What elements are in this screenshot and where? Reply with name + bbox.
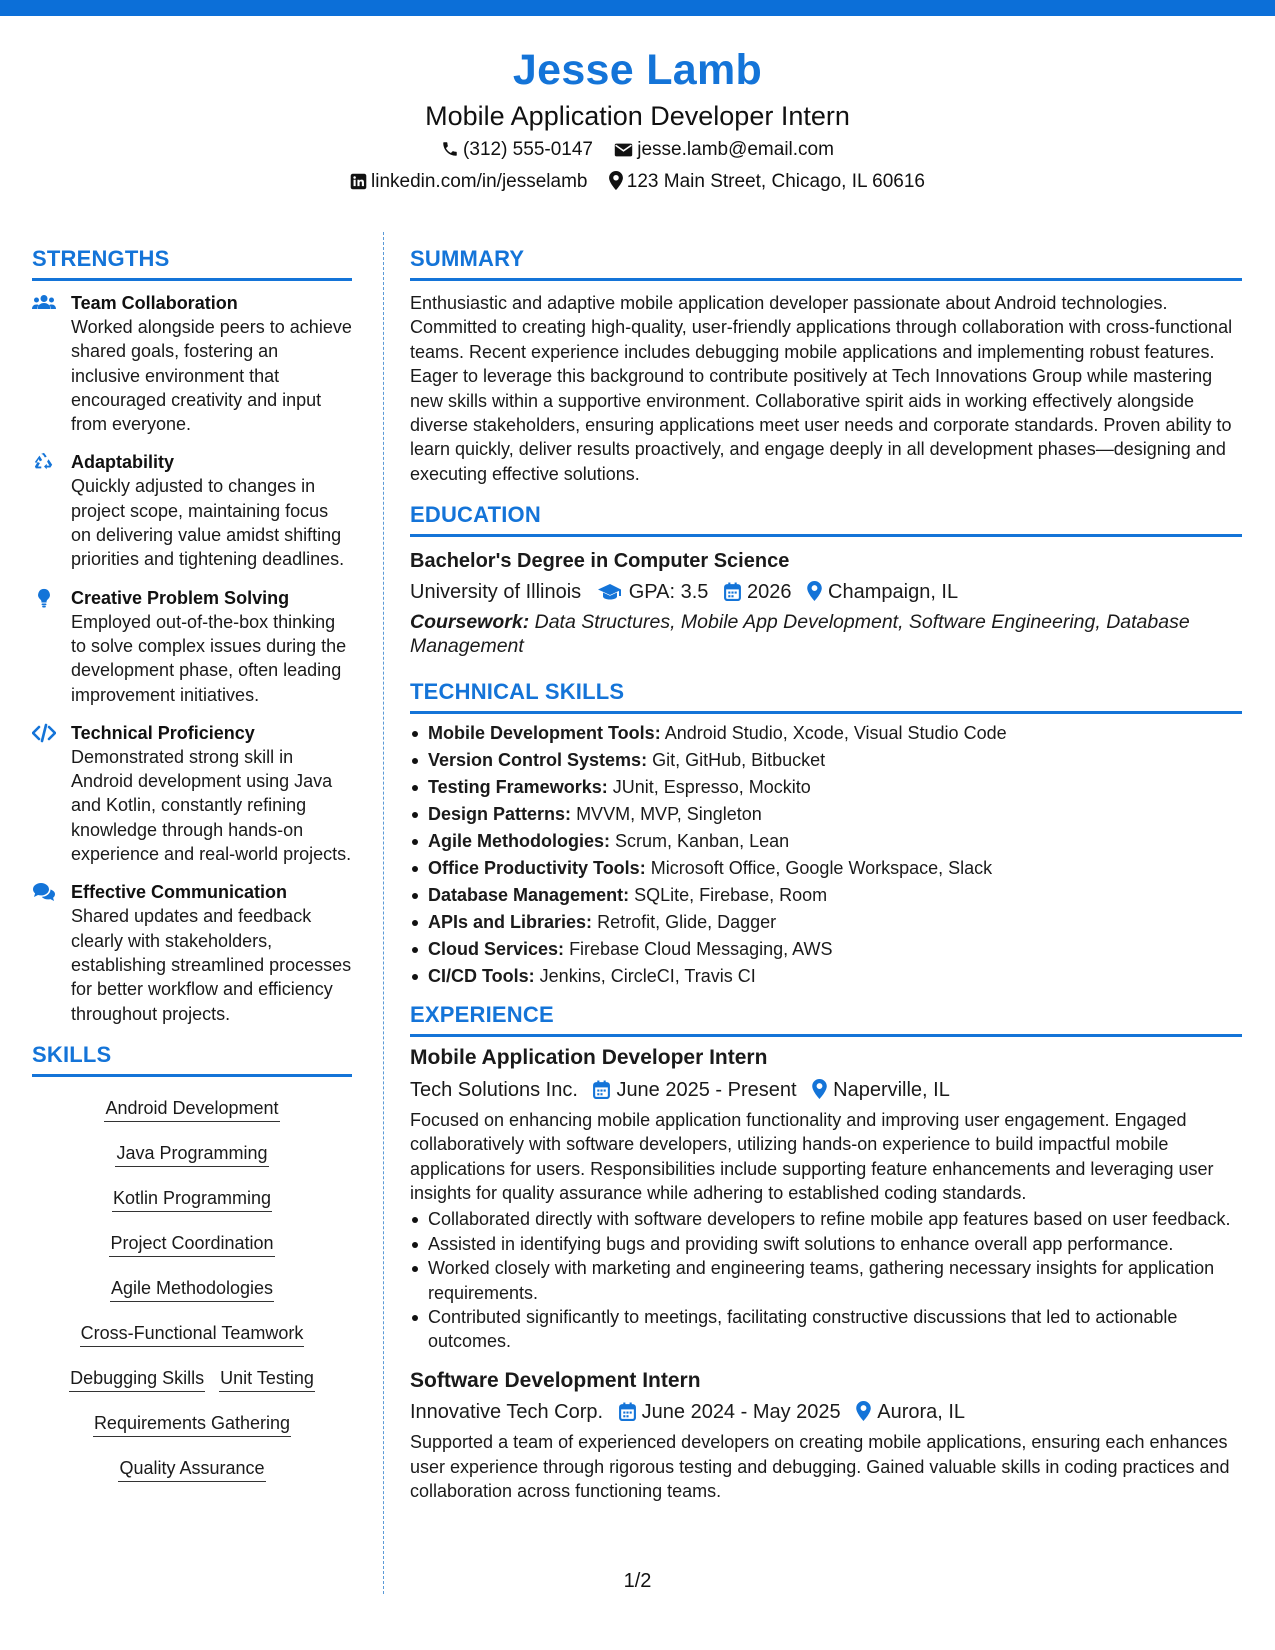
job-location: Naperville, IL xyxy=(833,1078,950,1101)
address-text: 123 Main Street, Chicago, IL 60616 xyxy=(626,171,925,193)
list-item: Collaborated directly with software developers to refine mobile app features based on user feedback. xyxy=(410,1207,1242,1231)
skill-tag: Kotlin Programming xyxy=(112,1185,272,1212)
skills-list xyxy=(32,1087,352,1492)
summary-heading: SUMMARY xyxy=(410,246,525,271)
address-contact xyxy=(609,166,925,198)
job-location: Aurora, IL xyxy=(877,1401,966,1424)
strength-title: Team Collaboration xyxy=(71,293,238,313)
job-dates: June 2024 - May 2025 xyxy=(641,1401,841,1424)
list-item: Contributed significantly to meetings, facilitating constructive discussions that led to actionable outcomes. xyxy=(410,1305,1242,1354)
phone-icon xyxy=(441,140,459,158)
job-dates: June 2025 - Present xyxy=(616,1078,797,1101)
graduation-year: 2026 xyxy=(746,580,792,603)
comments-icon xyxy=(32,882,56,902)
map-pin-icon xyxy=(609,171,623,190)
skill-tag: Unit Testing xyxy=(219,1365,315,1392)
candidate-name: Jesse Lamb xyxy=(512,46,763,94)
code-icon xyxy=(32,723,56,743)
contact-row-1 xyxy=(0,134,1275,166)
experience-heading: EXPERIENCE xyxy=(410,1001,554,1027)
page-number: 1/2 xyxy=(623,1570,652,1592)
list-item: APIs and Libraries: Retrofit, Glide, Dagger xyxy=(410,909,1242,936)
list-item: Database Management: SQLite, Firebase, Room xyxy=(410,882,1242,909)
phone-contact xyxy=(441,134,593,166)
list-item: Design Patterns: MVVM, MVP, Singleton xyxy=(410,801,1242,828)
strength-item xyxy=(32,586,352,707)
strength-description: Worked alongside peers to achieve shared goals, fostering an inclusive environment that encouraged creativity and input from everyone. xyxy=(71,317,352,435)
strength-description: Employed out-of-the-box thinking to solve complex issues during the development phase, often leading improvement initiatives. xyxy=(71,611,347,705)
job-entry xyxy=(410,1366,1242,1504)
strengths-heading: STRENGTHS xyxy=(32,246,170,271)
education-heading: EDUCATION xyxy=(410,502,541,528)
calendar-icon xyxy=(593,1080,610,1099)
job-title: Software Development Intern xyxy=(410,1368,701,1392)
resume-header xyxy=(0,42,1275,198)
company-name: Tech Solutions Inc. xyxy=(410,1078,578,1101)
linkedin-icon xyxy=(350,173,367,190)
map-pin-icon xyxy=(807,581,822,601)
candidate-title: Mobile Application Developer Intern xyxy=(425,101,850,131)
column-divider xyxy=(383,232,384,1594)
graduation-cap-icon xyxy=(597,583,623,601)
strength-item xyxy=(32,880,352,1025)
list-item: Testing Frameworks: JUnit, Espresso, Mockito xyxy=(410,774,1242,801)
envelope-icon xyxy=(614,142,633,158)
job-summary: Focused on enhancing mobile application functionality and improving user engagement. Engaged collaboratively with software developers, utilizing hands-on experience to build impactful mobile applications for users. Responsibilities include supporting feature enhancements and leveraging user insights for quality assurance while adhering to established coding standards. xyxy=(410,1109,1214,1203)
list-item: Assisted in identifying bugs and providing swift solutions to enhance overall app performance. xyxy=(410,1232,1242,1256)
strength-description: Quickly adjusted to changes in project scope, maintaining focus on delivering value amidst shifting priorities and tightening deadlines. xyxy=(71,476,345,570)
calendar-icon xyxy=(724,582,741,601)
strength-title: Technical Proficiency xyxy=(71,722,255,743)
right-column xyxy=(410,244,1242,1504)
phone-text[interactable]: (312) 555-0147 xyxy=(463,139,593,160)
gpa-text: GPA: 3.5 xyxy=(628,580,709,603)
email-text[interactable]: jesse.lamb@email.com xyxy=(637,139,834,160)
education-rule xyxy=(410,534,1242,537)
degree-title: Bachelor's Degree in Computer Science xyxy=(410,550,790,573)
job-meta xyxy=(410,1073,1242,1106)
calendar-icon xyxy=(619,1402,636,1421)
strength-item xyxy=(32,721,352,866)
coursework xyxy=(410,610,1242,659)
experience-rule xyxy=(410,1034,1242,1037)
strength-title: Adaptability xyxy=(71,452,175,473)
coursework-label: Coursework: xyxy=(410,610,530,633)
job-summary: Supported a team of experienced developers on creating mobile applications, ensuring each enhances user experience through rigorous testing and debugging. Gained valuable skills in coding practices and collaboration across functioning teams. xyxy=(410,1432,1230,1502)
list-item: Worked closely with marketing and engineering teams, gathering necessary insights for application requirements. xyxy=(410,1256,1242,1305)
skills-heading: SKILLS xyxy=(32,1041,112,1067)
summary-text: Enthusiastic and adaptive mobile application developer passionate about Android technologies. Committed to creating high-quality, user-friendly applications through collaboration with cross-functional teams. Recent experience includes debugging mobile applications and implementing robust features. Eager to leverage this background to contribute positively at Tech Innovations Group while mastering new skills within a supportive environment. Collaborative spirit aids in working effectively alongside diverse stakeholders, ensuring applications meet user needs and corporate standards. Proven ability to learn quickly, deliver results proactively, and engage deeply in all development phases—designing and executing effective solutions. xyxy=(410,293,1233,484)
education-meta xyxy=(410,575,1242,608)
map-pin-icon xyxy=(856,1401,871,1421)
list-item: CI/CD Tools: Jenkins, CircleCI, Travis CI xyxy=(410,963,1242,990)
left-column xyxy=(32,244,352,1492)
list-item: Cloud Services: Firebase Cloud Messaging, AWS xyxy=(410,936,1242,963)
recycle-icon xyxy=(32,452,56,472)
job-meta xyxy=(410,1396,1242,1429)
school-name: University of Illinois xyxy=(410,580,582,603)
list-item: Agile Methodologies: Scrum, Kanban, Lean xyxy=(410,828,1242,855)
strength-item xyxy=(32,450,352,571)
users-icon xyxy=(32,293,56,313)
skill-tag: Requirements Gathering xyxy=(93,1410,291,1437)
strengths-rule xyxy=(32,278,352,281)
coursework-list: Data Structures, Mobile App Development, Software Engineering, Database Management xyxy=(410,610,1190,658)
strength-title: Creative Problem Solving xyxy=(71,587,290,608)
skill-tag: Project Coordination xyxy=(109,1230,274,1257)
job-bullets xyxy=(410,1207,1242,1353)
top-accent-bar xyxy=(0,0,1275,16)
map-pin-icon xyxy=(812,1079,827,1099)
technical-skills-rule xyxy=(410,711,1242,714)
skill-tag: Cross-Functional Teamwork xyxy=(80,1320,305,1347)
skills-rule xyxy=(32,1074,352,1077)
skill-tag: Agile Methodologies xyxy=(110,1275,274,1302)
technical-skills-heading: TECHNICAL SKILLS xyxy=(410,678,625,704)
company-name: Innovative Tech Corp. xyxy=(410,1401,604,1424)
linkedin-text[interactable]: linkedin.com/in/jesselamb xyxy=(371,171,588,193)
list-item: Version Control Systems: Git, GitHub, Bitbucket xyxy=(410,747,1242,774)
strength-description: Demonstrated strong skill in Android development using Java and Kotlin, constantly refining knowledge through hands-on experience and real-world projects. xyxy=(71,746,352,865)
job-title: Mobile Application Developer Intern xyxy=(410,1045,768,1069)
school-location: Champaign, IL xyxy=(828,580,959,603)
strength-description: Shared updates and feedback clearly with stakeholders, establishing streamlined processes for better workflow and efficiency throughout projects. xyxy=(71,906,352,1024)
skill-tag: Java Programming xyxy=(115,1140,268,1167)
skill-tag: Quality Assurance xyxy=(118,1455,265,1482)
lightbulb-icon xyxy=(32,588,56,608)
job-entry xyxy=(410,1043,1242,1354)
skill-tag: Debugging Skills xyxy=(69,1365,205,1392)
skill-tag: Android Development xyxy=(104,1095,279,1122)
summary-rule xyxy=(410,278,1242,281)
strength-item xyxy=(32,291,352,436)
strength-title: Effective Communication xyxy=(71,882,288,903)
linkedin-contact xyxy=(350,166,588,198)
technical-skills-list xyxy=(410,720,1242,990)
contact-row-2 xyxy=(0,166,1275,198)
list-item: Office Productivity Tools: Microsoft Office, Google Workspace, Slack xyxy=(410,855,1242,882)
email-contact xyxy=(614,134,834,166)
list-item: Mobile Development Tools: Android Studio, Xcode, Visual Studio Code xyxy=(410,720,1242,747)
